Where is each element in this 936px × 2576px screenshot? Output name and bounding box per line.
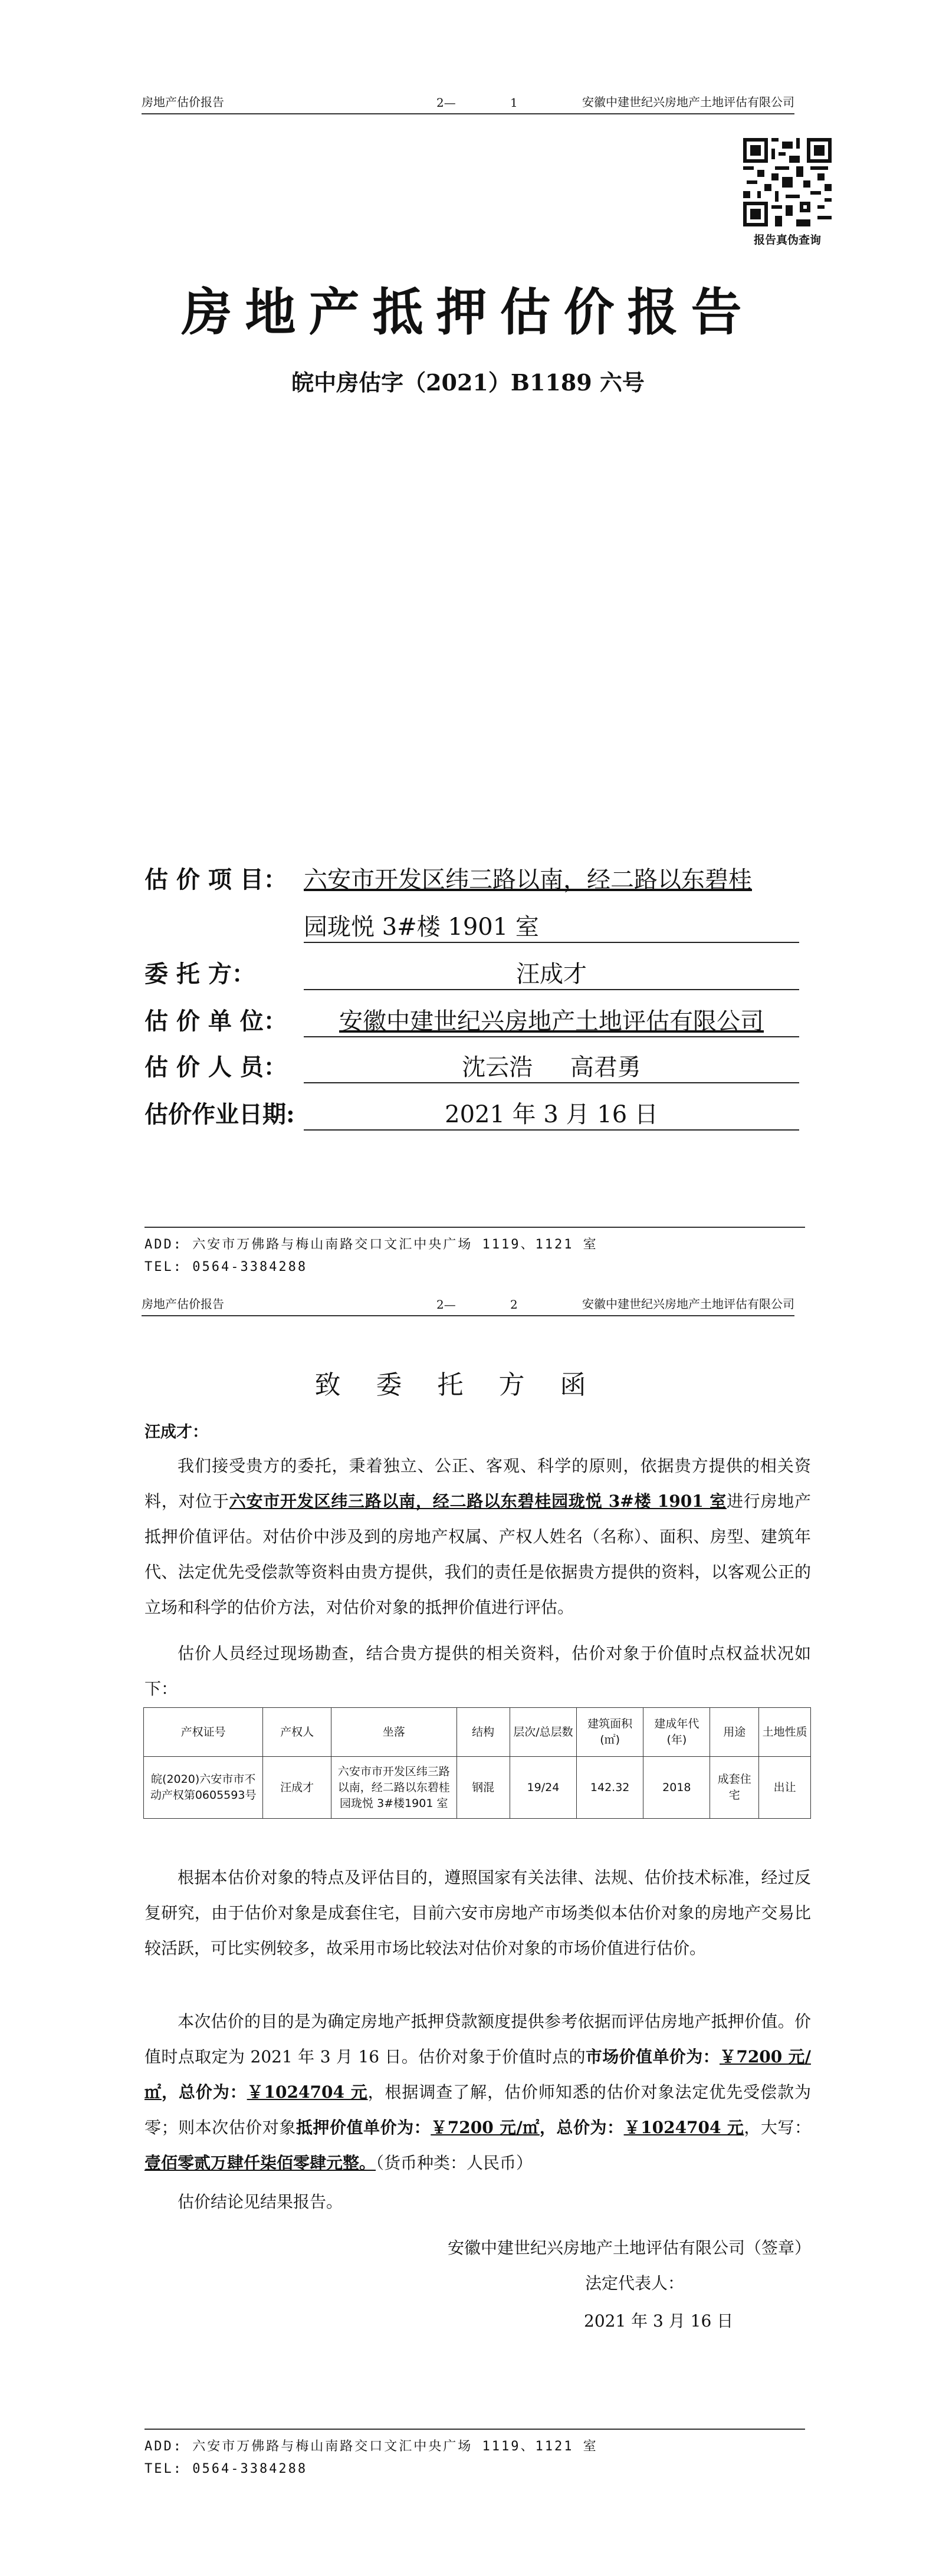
property-rights-table: [143, 1707, 811, 1819]
field-value-work-date: 2021 年 3 月 16 日: [304, 1096, 799, 1131]
page-footer: [144, 1227, 805, 1279]
footer-address: ADD: 六安市万佛路与梅山南路交口文汇中央广场 1119、1121 室: [144, 1237, 598, 1252]
table-header: 用途: [710, 1708, 759, 1757]
header-left-text: 房地产估价报告: [142, 1297, 224, 1311]
paragraph-conclusion: [144, 2004, 811, 2181]
field-label-project: 估 价 项 目：: [144, 866, 287, 893]
mortgage-unit-price: ￥7200 元/㎡: [431, 2118, 540, 2137]
table-header: 土地性质: [759, 1708, 811, 1757]
header-company: 安徽中建世纪兴房地产土地评估有限公司: [582, 95, 794, 109]
market-unit-price: ￥7200 元/㎡: [144, 2047, 811, 2102]
table-cell: 出让: [759, 1757, 811, 1819]
header-left-text: 房地产估价报告: [142, 95, 224, 109]
table-cell: 2018: [643, 1757, 710, 1819]
signature-legal-rep: 法定代表人：: [585, 2273, 685, 2293]
field-value-project-line2: 园珑悦 3#楼 1901 室: [304, 908, 799, 943]
paragraph-method: 根据本估价对象的特点及评估目的，遵照国家有关法律、法规、估价技术标准，经过反复研究，由于估价对象是成套住宅，目前六安市房地产市场类似本估价对象的房地产交易比较活跃，可比实例较多，故采用市场比较法对估价对象的市场价值进行估价。: [144, 1868, 811, 1958]
header-company: 安徽中建世纪兴房地产土地评估有限公司: [582, 1297, 794, 1311]
page-footer: [144, 2429, 805, 2480]
market-total-label: ，总价为：: [161, 2082, 247, 2102]
footer-tel: TEL: 0564-3384288: [144, 1260, 308, 1274]
table-header: 坐落: [331, 1708, 456, 1757]
intro-text-b: 进行房地产抵押价值评估。对估价中涉及到的房地产权属、产权人姓名（名称）、面积、房型、建筑年代、法定优先受偿款等资料由贵方提供，我们的责任是依据贵方提供的资料，以客观公正的立场和科学的估价方法，对估价对象的抵押价值进行评估。: [144, 1491, 811, 1617]
table-cell: 19/24: [510, 1757, 576, 1819]
paragraph-status: 估价人员经过现场勘查，结合贵方提供的相关资料，估价对象于价值时点权益状况如下：: [144, 1644, 811, 1698]
table-header: 建成年代(年): [643, 1708, 710, 1757]
field-value-project-line1: 六安市开发区纬三路以南，经二路以东碧桂: [304, 866, 752, 893]
field-label-appraisers: 估 价 人 员：: [144, 1053, 287, 1081]
report-title: 房地产抵押估价报告: [181, 282, 755, 342]
header-page-number: 1: [510, 96, 518, 110]
page-header: [142, 1290, 794, 1316]
field-label-appraiser-unit: 估 价 单 位：: [144, 1007, 287, 1035]
letter-page: [0, 1288, 936, 2576]
paragraph-intro: [144, 1448, 811, 1625]
table-cell: 六安市市开发区纬三路以南，经二路以东碧桂园珑悦 3#楼1901 室: [331, 1757, 456, 1819]
field-value-client: 汪成才: [304, 955, 799, 990]
footer-address: ADD: 六安市万佛路与梅山南路交口文汇中央广场 1119、1121 室: [144, 2439, 598, 2454]
table-cell: 钢混: [456, 1757, 510, 1819]
market-total-price: ￥1024704 元: [247, 2082, 368, 2102]
letter-title: 致委托方函: [314, 1370, 622, 1400]
table-header: 建筑面积(㎡): [577, 1708, 643, 1757]
mortgage-total-price: ￥1024704 元: [623, 2118, 744, 2137]
conclusion-text-a: 本次估价的目的是为确定房地产抵押贷款额度提供参考依据而评估房地产抵押价值。价值时点取定为 2021 年 3 月 16 日。估价对象于价值时点的: [144, 2012, 811, 2066]
table-header: 结构: [456, 1708, 510, 1757]
table-cell: 汪成才: [263, 1757, 331, 1819]
table-header-row: [144, 1708, 811, 1757]
mortgage-unit-label: 抵押价值单价为：: [295, 2118, 431, 2137]
qr-caption: 报告真伪查询: [753, 234, 821, 247]
salutation: 汪成才：: [144, 1423, 208, 1441]
qr-code-icon[interactable]: [743, 138, 832, 226]
currency-note: （货币种类：人民币）: [376, 2153, 533, 2173]
capital-label: ，大写：: [744, 2118, 811, 2137]
paragraph-see-result: 估价结论见结果报告。: [178, 2192, 343, 2212]
capital-amount: 壹佰零贰万肆仟柒佰零肆元整。: [144, 2153, 376, 2173]
table-cell: 142.32: [577, 1757, 643, 1819]
property-address: 六安市开发区纬三路以南，经二路以东碧桂园珑悦 3#楼 1901 室: [229, 1491, 727, 1511]
header-page-number: 2: [510, 1297, 518, 1312]
field-value-appraiser-unit: 安徽中建世纪兴房地产土地评估有限公司: [304, 1003, 799, 1037]
field-value-appraisers: 沈云浩 高君勇: [304, 1049, 799, 1083]
market-unit-label: 市场价值单价为：: [585, 2047, 720, 2066]
signature-date: 2021 年 3 月 16 日: [584, 2311, 734, 2331]
page-header: [142, 88, 794, 114]
field-label-work-date: 估价作业日期:: [144, 1100, 295, 1128]
report-number: 皖中房估字（2021）B1189 六号: [291, 369, 645, 396]
footer-tel: TEL: 0564-3384288: [144, 2462, 308, 2476]
field-label-client: 委 托 方：: [144, 960, 255, 988]
table-header: 层次/总层数: [510, 1708, 576, 1757]
header-page-dash: 2—: [436, 96, 456, 110]
conclusion-text-f: ，根据调查了解，估价师知悉的估价对象法定优先受偿款为零；则本次估价对象: [144, 2082, 811, 2137]
mortgage-total-label: ，总价为：: [539, 2118, 624, 2137]
table-cell: 皖(2020)六安市市不动产权第0605593号: [144, 1757, 263, 1819]
table-row: [144, 1757, 811, 1819]
table-cell: 成套住宅: [710, 1757, 759, 1819]
table-header: 产权证号: [144, 1708, 263, 1757]
header-page-dash: 2—: [436, 1297, 456, 1312]
signature-company: 安徽中建世纪兴房地产土地评估有限公司（签章）: [447, 2238, 811, 2258]
intro-text-a: 我们接受贵方的委托，秉着独立、公正、客观、科学的原则，依据贵方提供的相关资料，对位于: [144, 1456, 811, 1511]
table-header: 产权人: [263, 1708, 331, 1757]
